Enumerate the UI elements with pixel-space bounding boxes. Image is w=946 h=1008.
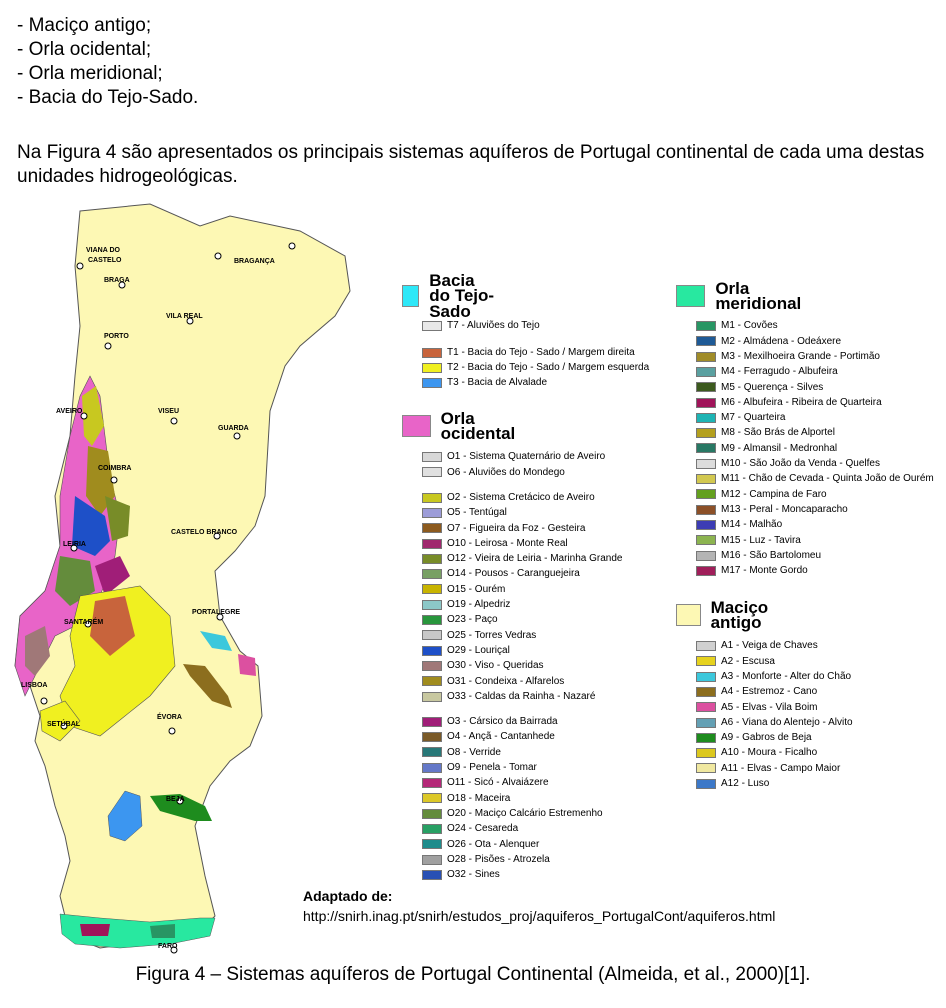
legend-item	[696, 457, 880, 471]
legend-item	[696, 350, 880, 364]
legend-swatch	[422, 717, 442, 727]
legend-swatch	[422, 870, 442, 880]
figure-caption: Figura 4 – Sistemas aquíferos de Portugal Continental (Almeida, et al., 2000)[1].	[135, 964, 811, 985]
legend-item-label: O10 - Leirosa - Monte Real	[447, 537, 568, 549]
orla-meridional-region	[150, 924, 175, 938]
legend-item	[422, 659, 544, 673]
legend-swatch	[422, 661, 442, 671]
city-label: BEJA	[166, 796, 185, 803]
legend-swatch	[422, 646, 442, 656]
legend-item-label: O19 - Alpedriz	[447, 599, 511, 611]
legend-item-label: O18 - Maceira	[447, 792, 511, 804]
legend-item	[696, 426, 835, 440]
legend-item	[696, 654, 775, 668]
legend-swatch	[696, 520, 716, 530]
legend-swatch	[422, 824, 442, 834]
legend-swatch	[422, 378, 442, 388]
city-marker	[289, 243, 295, 249]
list-item: - Orla ocidental;	[17, 39, 152, 60]
legend-item	[696, 411, 785, 425]
legend-swatch	[422, 676, 442, 686]
legend-swatch	[696, 779, 716, 789]
city-marker	[171, 418, 177, 424]
legend-swatch	[422, 554, 442, 564]
legend-swatch	[696, 702, 716, 712]
city-marker	[169, 728, 175, 734]
legend-item	[422, 628, 536, 642]
legend-swatch	[696, 367, 716, 377]
city-label: VIANA DO	[86, 247, 120, 254]
legend-swatch	[422, 493, 442, 503]
legend-item	[422, 491, 595, 505]
legend-item	[422, 807, 603, 821]
legend-item-label: O29 - Louriçal	[447, 644, 510, 656]
legend-item-label: O3 - Cársico da Bairrada	[447, 716, 558, 728]
legend-item	[696, 716, 853, 730]
legend-swatch	[402, 285, 419, 307]
legend-swatch	[422, 584, 442, 594]
legend-swatch	[696, 474, 716, 484]
legend-item	[696, 777, 769, 791]
legend-title: Orla ocidental	[440, 408, 516, 443]
legend-item-label: O33 - Caldas da Rainha - Nazaré	[447, 690, 596, 702]
legend-heading	[402, 408, 525, 443]
legend-item-label: O12 - Vieira de Leiria - Marinha Grande	[447, 553, 623, 565]
legend-item-label: M10 - São João da Venda - Quelfes	[721, 458, 880, 470]
legend-swatch	[696, 566, 716, 576]
legend-item	[696, 731, 812, 745]
legend-item	[422, 537, 568, 551]
legend-item	[422, 715, 558, 729]
legend-swatch	[422, 747, 442, 757]
legend-item-label: A6 - Viana do Alentejo - Alvito	[721, 716, 853, 728]
legend-swatch	[696, 551, 716, 561]
legend-swatch	[696, 352, 716, 362]
legend-item	[422, 837, 539, 851]
legend-item	[696, 670, 851, 684]
legend-title: Orla meridional	[715, 278, 802, 313]
legend-item	[422, 346, 635, 360]
city-label: CASTELO BRANCO	[171, 529, 238, 536]
legend-item	[696, 639, 818, 653]
legend-swatch	[696, 505, 716, 515]
list-item: - Orla meridional;	[17, 63, 163, 84]
legend-item	[422, 319, 540, 333]
source-label: Adaptado de:	[303, 888, 393, 904]
legend-item-label: O20 - Maciço Calcário Estremenho	[447, 807, 603, 819]
city-label: BRAGA	[104, 277, 130, 284]
legend-swatch	[422, 855, 442, 865]
city-marker	[77, 263, 83, 269]
legend-swatch	[422, 763, 442, 773]
city-label: VISEU	[158, 408, 180, 415]
city-marker	[111, 477, 117, 483]
city-label: AVEIRO	[56, 408, 83, 415]
legend-item-label: M4 - Ferragudo - Albufeira	[721, 366, 838, 378]
legend-item	[696, 472, 934, 486]
city-marker	[105, 343, 111, 349]
legend-item	[696, 441, 837, 455]
list-item: - Bacia do Tejo-Sado.	[17, 87, 199, 108]
source-url: http://snirh.inag.pt/snirh/estudos_proj/aquiferos_PortugalCont/aquiferos.html	[303, 908, 776, 924]
legend-item-label: A5 - Elvas - Vila Boim	[721, 701, 818, 713]
legend-heading	[676, 278, 810, 313]
legend-swatch	[422, 692, 442, 702]
legend-item-label: A3 - Monforte - Alter do Chão	[721, 670, 852, 682]
legend-swatch	[696, 459, 716, 469]
legend-swatch	[696, 413, 716, 423]
legend-item	[422, 361, 649, 375]
legend-swatch	[696, 656, 716, 666]
legend-swatch	[422, 732, 442, 742]
legend-item-label: M14 - Malhão	[721, 519, 783, 531]
legend-item-label: A1 - Veiga de Chaves	[721, 640, 818, 652]
legend-item-label: T3 - Bacia de Alvalade	[447, 377, 548, 389]
legend-item-label: A11 - Elvas - Campo Maior	[721, 762, 841, 774]
legend-item-label: A9 - Gabros de Beja	[721, 732, 812, 744]
legend-item-label: O23 - Paço	[447, 614, 498, 626]
intro-list	[17, 14, 198, 110]
legend-swatch	[422, 508, 442, 518]
legend-item-label: M13 - Peral - Moncaparacho	[721, 503, 848, 515]
legend-item-label: O11 - Sicó - Alvaiázere	[447, 777, 549, 789]
legend-item-label: M11 - Chão de Cevada - Quinta João de Ourém	[721, 473, 934, 485]
legend-item	[696, 396, 882, 410]
legend-item-label: M1 - Covões	[721, 320, 778, 332]
city-label: GUARDA	[218, 425, 249, 432]
legend-swatch	[696, 763, 716, 773]
legend-item	[422, 776, 549, 790]
legend-item-label: O14 - Pousos - Caranguejeira	[447, 568, 580, 580]
legend-swatch	[422, 839, 442, 849]
legend-item-label: A4 - Estremoz - Cano	[721, 686, 818, 698]
city-label: PORTALEGRE	[192, 609, 241, 616]
legend-item	[422, 644, 510, 658]
legend-item-label: A10 - Moura - Ficalho	[721, 747, 818, 759]
legend-item-label: T7 - Aluviões do Tejo	[447, 320, 540, 332]
legend-swatch	[676, 285, 705, 307]
legend-item-label: M3 - Mexilhoeira Grande - Portimão	[721, 350, 880, 362]
legend-item	[696, 503, 848, 517]
legend-item	[422, 822, 518, 836]
city-label: PORTO	[104, 333, 129, 340]
legend-item-label: M5 - Querença - Silves	[721, 381, 824, 393]
legend-item-label: O25 - Torres Vedras	[447, 629, 537, 641]
legend-item	[422, 506, 507, 520]
legend-swatch	[696, 748, 716, 758]
legend-item-label: M7 - Quarteira	[721, 412, 786, 424]
legend-item	[422, 521, 585, 535]
legend-item	[422, 745, 501, 759]
legend-item-label: O9 - Penela - Tomar	[447, 762, 537, 774]
legend-item	[422, 567, 580, 581]
legend-item-label: A12 - Luso	[721, 778, 770, 790]
legend-heading	[402, 271, 495, 321]
city-label: SANTARÉM	[64, 619, 104, 626]
legend-swatch	[696, 733, 716, 743]
legend-item	[422, 376, 547, 390]
legend-swatch	[422, 363, 442, 373]
legend-swatch	[422, 615, 442, 625]
legend-item-label: O28 - Pisões - Atrozela	[447, 853, 550, 865]
legend-item-label: O1 - Sistema Quaternário de Aveiro	[447, 451, 606, 463]
legend-swatch	[696, 398, 716, 408]
legend-swatch	[696, 443, 716, 453]
legend-swatch	[696, 321, 716, 331]
legend-swatch	[696, 336, 716, 346]
legend-item	[696, 685, 817, 699]
legend-item-label: O6 - Aluviões do Mondego	[447, 466, 565, 478]
legend-item	[422, 465, 565, 479]
legend-item-label: O8 - Verride	[447, 746, 501, 758]
city-label: LEIRIA	[63, 541, 86, 548]
legend-item	[696, 380, 823, 394]
legend-item	[696, 761, 840, 775]
legend-swatch	[696, 718, 716, 728]
legend-swatch	[696, 641, 716, 651]
legend-swatch	[422, 630, 442, 640]
city-marker	[234, 433, 240, 439]
legend-item-label: M2 - Almádena - Odeáxere	[721, 335, 842, 347]
legend-item-label: T1 - Bacia do Tejo - Sado / Margem direita	[447, 347, 635, 359]
legend-item-label: M17 - Monte Gordo	[721, 565, 808, 577]
legend-item-label: O15 - Ourém	[447, 583, 506, 595]
legend-swatch	[422, 348, 442, 358]
source-note	[303, 886, 775, 926]
legend-item	[422, 613, 498, 627]
elvas-region	[238, 654, 256, 676]
legend-item-label: O26 - Ota - Alenquer	[447, 838, 540, 850]
legend-swatch	[422, 569, 442, 579]
legend-item	[422, 868, 500, 882]
legend-item	[422, 791, 510, 805]
legend-swatch	[696, 672, 716, 682]
legend-swatch	[422, 321, 442, 331]
body-paragraph: Na Figura 4 são apresentados os principais sistemas aquíferos de Portugal continental de cada uma destas unidades hidrogeológicas.	[17, 142, 925, 187]
legend-item-label: M15 - Luz - Tavira	[721, 534, 801, 546]
legend-swatch	[422, 523, 442, 533]
legend-item	[422, 690, 595, 704]
legend-item	[696, 365, 838, 379]
legend-item	[696, 319, 778, 333]
city-label: ÉVORA	[157, 714, 182, 721]
legend-swatch	[696, 489, 716, 499]
legend-item	[696, 533, 801, 547]
legend-swatch	[422, 452, 442, 462]
legend-swatch	[422, 539, 442, 549]
city-label: LISBOA	[21, 682, 48, 689]
legend-item-label: O32 - Sines	[447, 869, 500, 881]
city-label: FARO	[158, 943, 178, 950]
legend-swatch	[422, 778, 442, 788]
legend-swatch	[696, 428, 716, 438]
city-label: COIMBRA	[98, 465, 132, 472]
legend-item	[422, 730, 555, 744]
city-marker	[41, 698, 47, 704]
legend-swatch	[696, 687, 716, 697]
city-label: VILA REAL	[166, 313, 203, 320]
legend-swatch	[422, 600, 442, 610]
legend-swatch	[422, 467, 442, 477]
legend-item	[696, 564, 808, 578]
legend-title: Bacia do Tejo-Sado	[429, 271, 495, 321]
legend-item-label: A2 - Escusa	[721, 655, 775, 667]
legend-heading	[676, 597, 782, 632]
legend-item-label: M8 - São Brás de Alportel	[721, 427, 835, 439]
legend-item-label: M12 - Campina de Faro	[721, 488, 827, 500]
city-label: SETÚBAL	[47, 721, 81, 728]
legend-item-label: O30 - Viso - Queridas	[447, 660, 544, 672]
legend-item-label: T2 - Bacia do Tejo - Sado / Margem esquerda	[447, 362, 650, 374]
portugal-aquifer-map	[0, 196, 360, 966]
legend-swatch	[422, 809, 442, 819]
legend-item	[696, 746, 817, 760]
legend-item-label: O4 - Ançã - Cantanhede	[447, 731, 555, 743]
city-marker	[215, 253, 221, 259]
orla-meridional-region	[80, 924, 110, 936]
legend-item	[696, 518, 782, 532]
legend-item	[422, 674, 564, 688]
legend-item-label: O2 - Sistema Cretácico de Aveiro	[447, 491, 595, 503]
legend-item	[422, 450, 605, 464]
legend-item-label: O31 - Condeixa - Alfarelos	[447, 675, 565, 687]
legend-swatch	[402, 415, 431, 437]
legend-item-label: O5 - Tentúgal	[447, 507, 507, 519]
legend-item-label: M6 - Albufeira - Ribeira de Quarteira	[721, 396, 882, 408]
legend-item	[696, 549, 821, 563]
legend-item-label: M9 - Almansil - Medronhal	[721, 442, 838, 454]
legend-item	[696, 700, 818, 714]
legend-swatch	[676, 604, 701, 626]
legend-item-label: O24 - Cesareda	[447, 823, 519, 835]
legend-swatch	[696, 535, 716, 545]
list-item: - Maciço antigo;	[17, 15, 152, 36]
legend-item-label: O7 - Figueira da Foz - Gesteira	[447, 522, 586, 534]
legend-swatch	[696, 382, 716, 392]
legend-swatch	[422, 793, 442, 803]
city-label: BRAGANÇA	[234, 258, 275, 265]
city-label: CASTELO	[88, 257, 122, 264]
legend-item	[696, 334, 841, 348]
legend-item-label: M16 - São Bartolomeu	[721, 549, 822, 561]
legend-item	[422, 761, 537, 775]
legend-item	[422, 582, 505, 596]
legend-title: Maciço antigo	[710, 597, 769, 632]
legend-item	[422, 598, 510, 612]
legend-item	[422, 853, 550, 867]
legend-item	[422, 552, 622, 566]
legend-item	[696, 487, 827, 501]
